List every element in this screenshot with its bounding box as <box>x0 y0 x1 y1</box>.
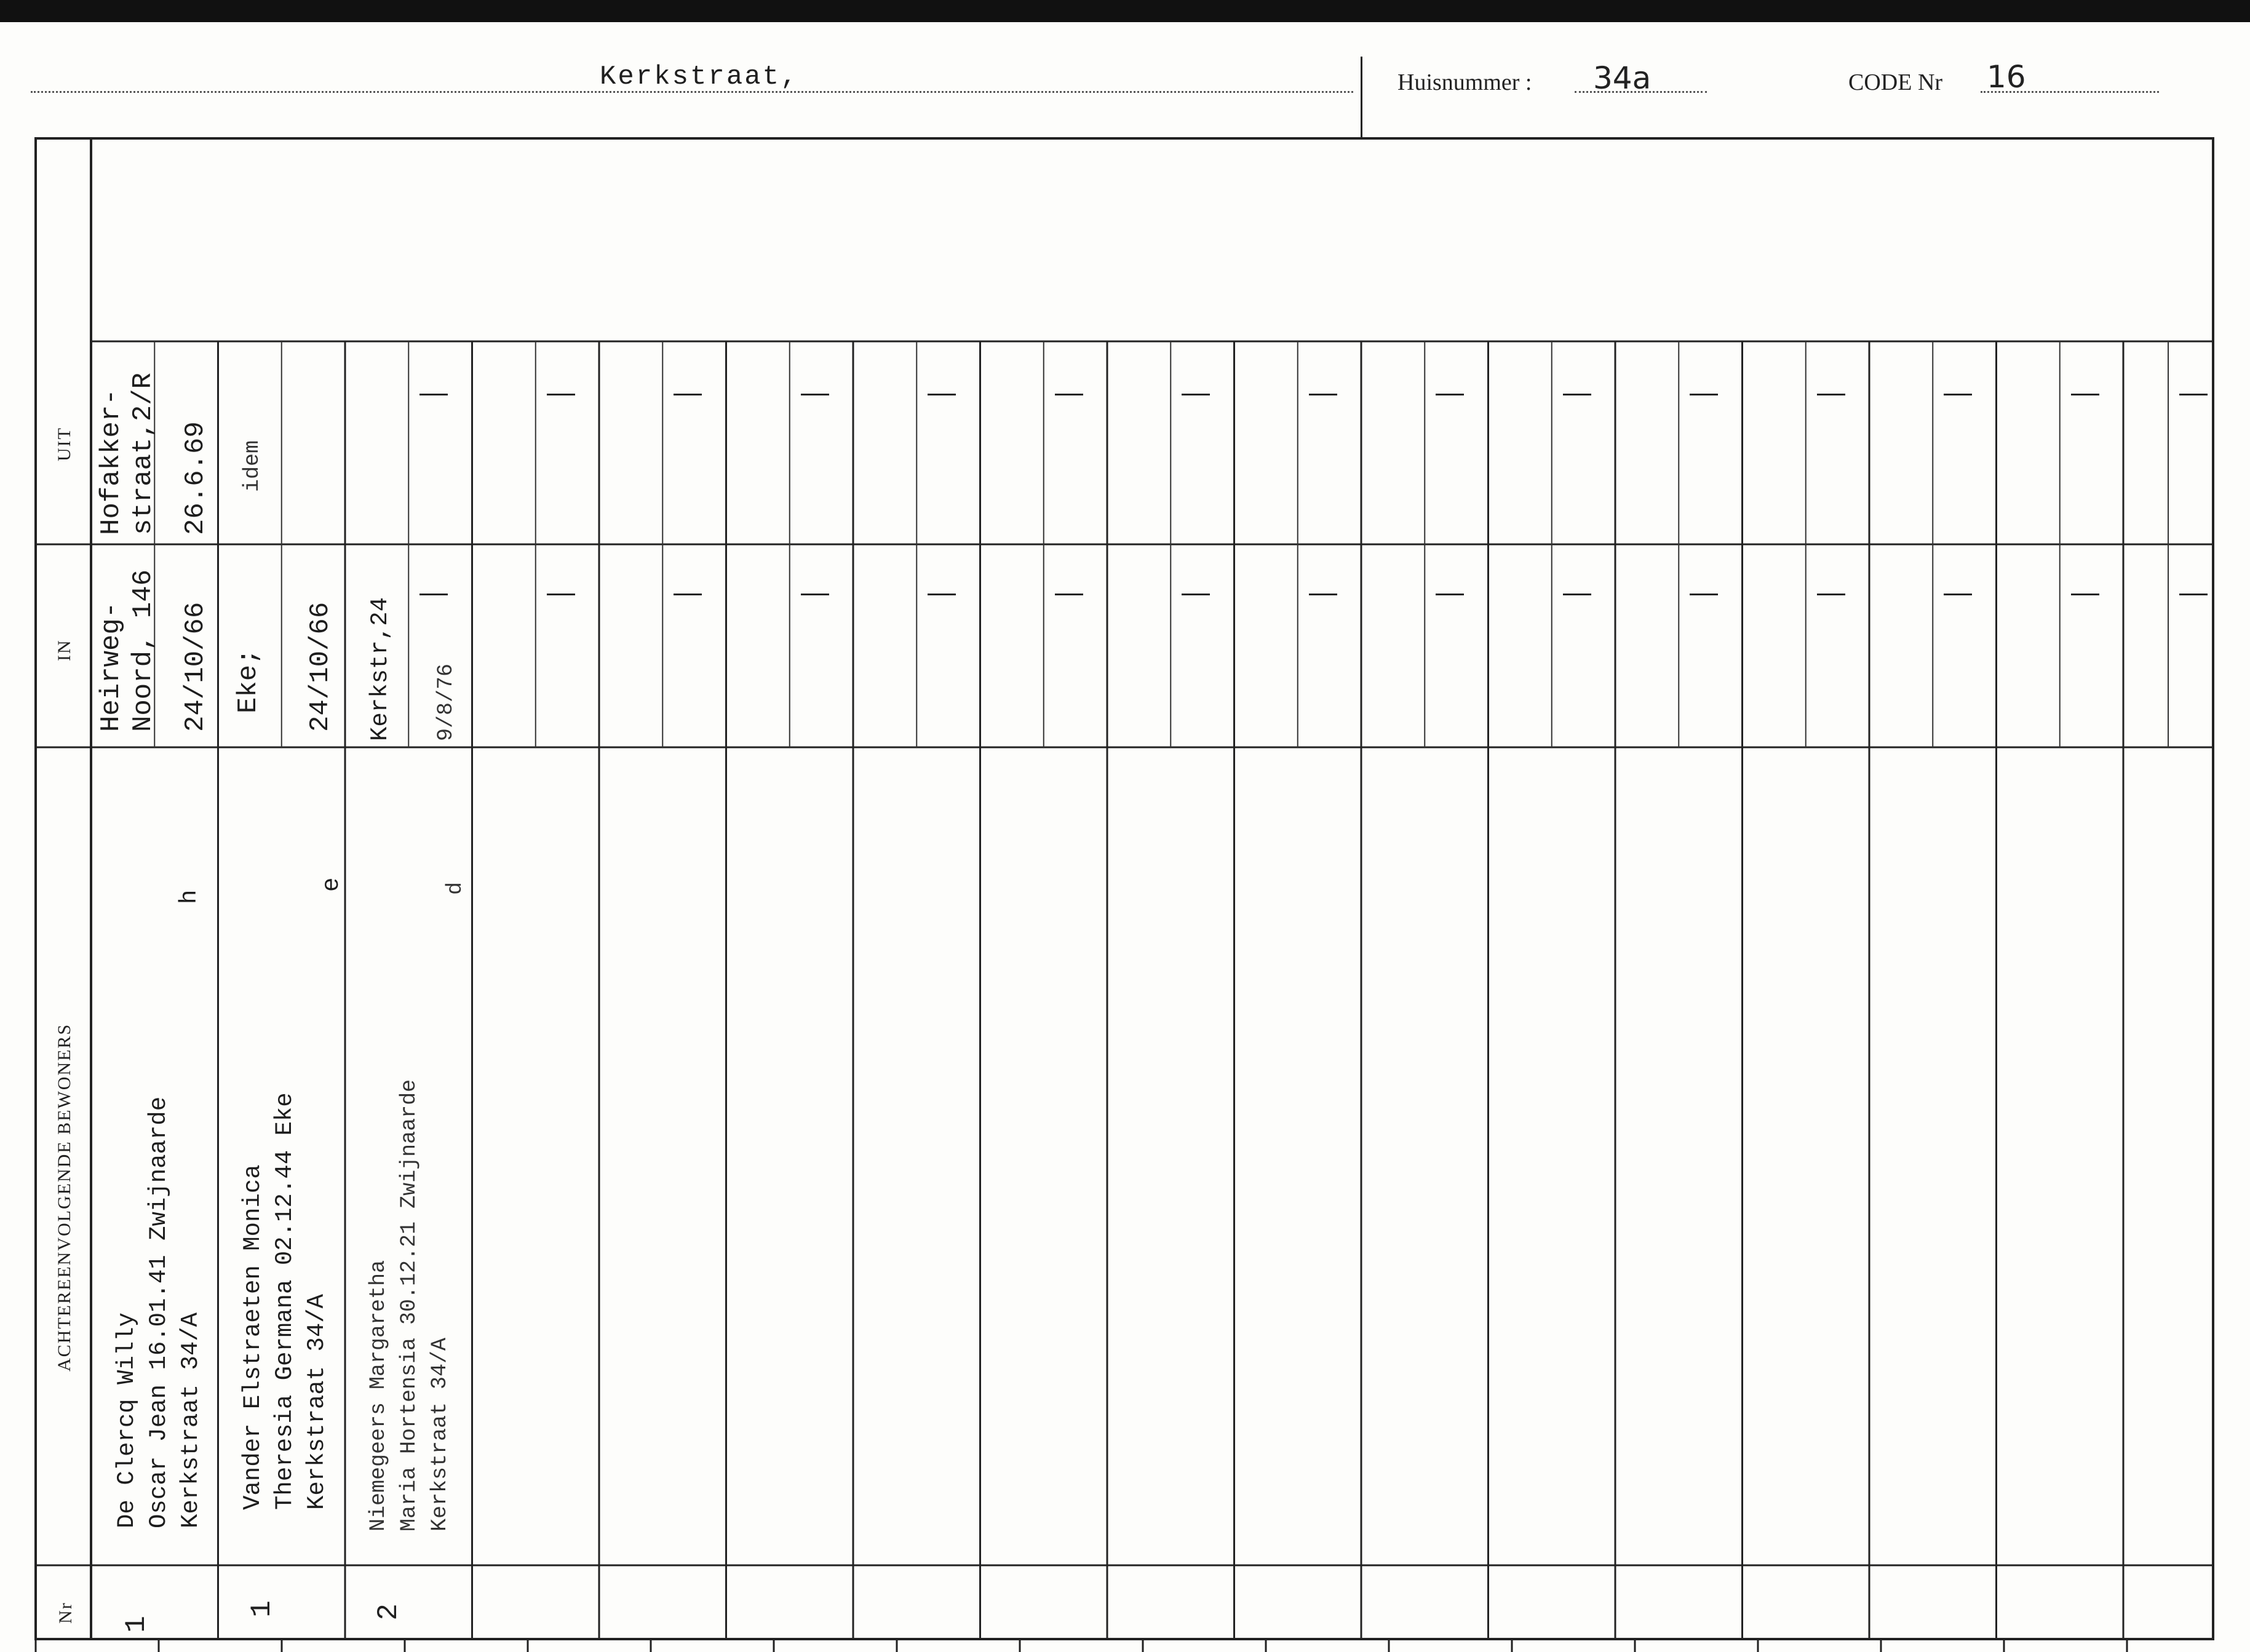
entry-1-nr: 1 <box>120 1616 153 1633</box>
empty-in-dash <box>1817 594 1845 595</box>
entry-1-in-place-1: Heirweg- <box>96 602 127 732</box>
empty-uit-dash <box>1436 394 1464 395</box>
entry-3-in-place: Kerkstr,24 <box>367 597 394 741</box>
empty-in-dash <box>1563 594 1591 595</box>
empty-uit-dash <box>2071 394 2099 395</box>
entry-1-uit-place-1: Hofakker- <box>96 389 127 535</box>
empty-uit-dash <box>1309 394 1337 395</box>
house-number-label: Huisnummer : <box>1397 69 1532 95</box>
entry-2-in-place: Eke; <box>233 648 264 713</box>
entry-3-line-3: Kerkstraat 34/A <box>427 1337 452 1531</box>
street-name: Kerkstraat, <box>600 62 799 92</box>
entry-1-line-3: Kerkstraat 34/A <box>177 1312 204 1528</box>
empty-uit-dash <box>1690 394 1718 395</box>
empty-uit-dash <box>801 394 829 395</box>
entry-1-uit-date: 26.6.69 <box>180 421 211 535</box>
empty-uit-dash <box>1563 394 1591 395</box>
entry-1-uit-place <box>95 373 159 535</box>
empty-in-dash <box>419 594 448 595</box>
empty-uit-dash <box>419 394 448 395</box>
empty-uit-dash <box>674 394 702 395</box>
entry-3-line-1: Niemegeers Margaretha <box>366 1260 391 1531</box>
entry-2-mark: e <box>318 877 345 892</box>
entry-2-nr: 1 <box>245 1600 278 1618</box>
empty-uit-dash <box>2179 394 2208 395</box>
entry-1-line-1: De Clercq Willy <box>113 1312 140 1528</box>
empty-in-dash <box>2071 594 2099 595</box>
code-value: 16 <box>1987 59 2026 95</box>
empty-in-dash <box>1309 594 1337 595</box>
in-label: IN <box>54 639 74 661</box>
empty-in-dash <box>928 594 956 595</box>
entry-1-uit-place-2: straat,2/R <box>128 372 159 535</box>
uit-label: UIT <box>54 427 74 461</box>
empty-uit-dash <box>1055 394 1083 395</box>
empty-in-dash <box>1182 594 1210 595</box>
entry-2-line-1: Vander Elstraeten Monica <box>239 1164 266 1510</box>
entry-3-bewoners <box>363 1079 455 1531</box>
empty-in-dash <box>801 594 829 595</box>
entry-2-line-3: Kerkstraat 34/A <box>303 1293 330 1510</box>
empty-in-dash <box>2179 594 2208 595</box>
entry-2-bewoners <box>237 1092 333 1510</box>
empty-in-dash <box>1690 594 1718 595</box>
entry-1-mark: h <box>176 889 203 904</box>
empty-in-dash <box>1055 594 1083 595</box>
entry-2-line-2: Theresia Germana 02.12.44 Eke <box>271 1092 298 1510</box>
entry-2-in-date: 24/10/66 <box>305 602 336 732</box>
empty-in-dash <box>674 594 702 595</box>
entry-1-in-date: 24/10/66 <box>180 602 211 732</box>
empty-uit-dash <box>1182 394 1210 395</box>
empty-in-dash <box>1944 594 1972 595</box>
empty-uit-dash <box>547 394 575 395</box>
entry-1-in-place-2: Noord, 146 <box>128 569 159 732</box>
nr-label: Nr <box>55 1602 76 1624</box>
empty-uit-dash <box>928 394 956 395</box>
entry-2-uit-place: idem <box>240 440 264 492</box>
entry-3-in-date: 9/8/76 <box>434 663 458 741</box>
entry-1-line-2: Oscar Jean 16.01.41 Zwijnaarde <box>145 1096 172 1528</box>
code-label: CODE Nr <box>1848 69 1943 95</box>
entry-1-bewoners <box>111 1097 207 1528</box>
empty-uit-dash <box>1817 394 1845 395</box>
entry-3-mark: d <box>443 881 467 895</box>
empty-uit-dash <box>1944 394 1972 395</box>
entry-1-in-place <box>95 570 159 732</box>
house-number-value: 34a <box>1593 60 1652 96</box>
entry-3-nr: 2 <box>372 1603 405 1621</box>
empty-in-dash <box>1436 594 1464 595</box>
empty-in-dash <box>547 594 575 595</box>
entry-3-line-2: Maria Hortensia 30.12.21 Zwijnaarde <box>397 1079 421 1531</box>
bewoners-label: ACHTEREENVOLGENDE BEWONERS <box>54 1023 74 1372</box>
